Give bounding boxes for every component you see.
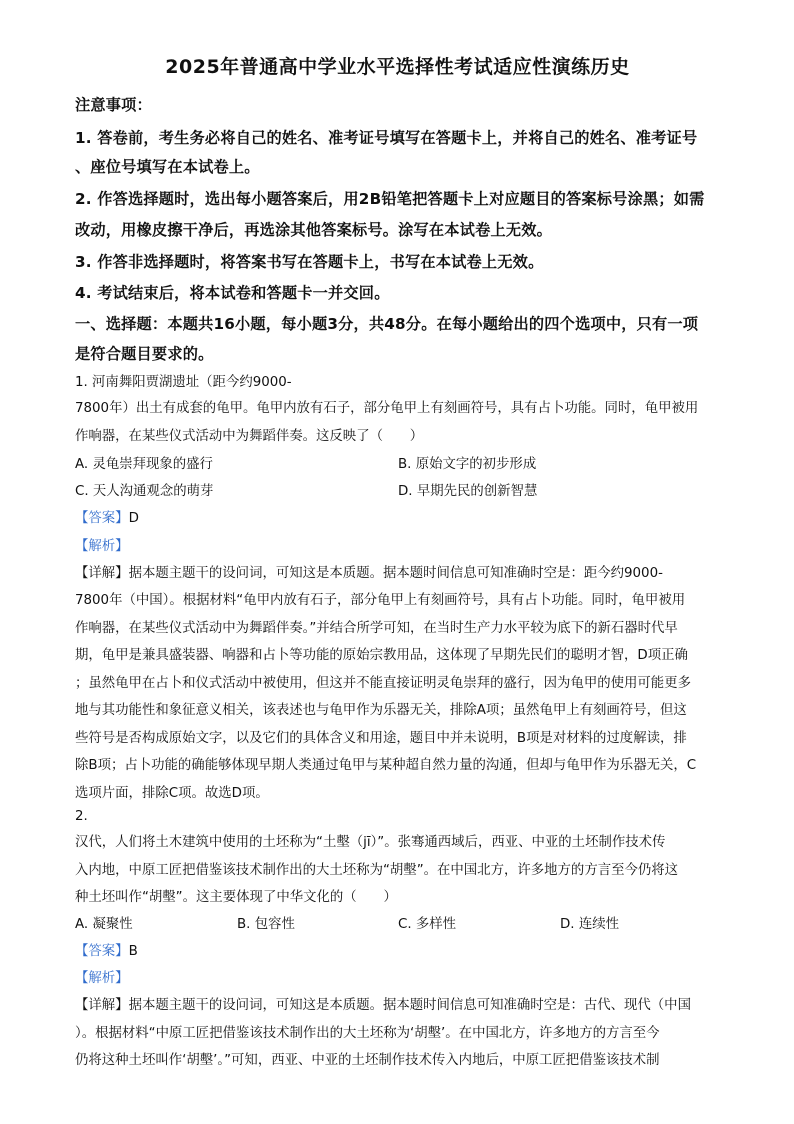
q2-answer bbox=[75, 941, 138, 963]
notice-line: 1. 答卷前，考生务必将自己的姓名、准考证号填写在答题卡上，并将自己的姓名、准考证号 bbox=[75, 129, 698, 147]
q2-detail-line: ）。根据材料“中原工匠把借鉴该技术制作出的大土坯称为‘胡墼’。在中国北方，许多地方的方言至今 bbox=[75, 1026, 660, 1041]
q1-detail-line: 选项片面，排除C项。故选D项。 bbox=[75, 786, 269, 801]
q1-option-a: A. 灵龟崇拜现象的盛行 bbox=[75, 457, 213, 472]
notice-line: 、座位号填写在本试卷上。 bbox=[75, 158, 260, 176]
notice-line: 改动，用橡皮擦干净后，再选涂其他答案标号。涂写在本试卷上无效。 bbox=[75, 221, 553, 239]
q1-option-b: B. 原始文字的初步形成 bbox=[398, 457, 537, 472]
q2-stem-line: 入内地，中原工匠把借鉴该技术制作出的大土坯称为“胡墼”。在中国北方，许多地方的方言至今仍将这 bbox=[75, 863, 679, 878]
q2-option-c: C. 多样性 bbox=[398, 917, 457, 932]
answer-value: B bbox=[128, 944, 138, 959]
notice-line: 4. 考试结束后，将本试卷和答题卡一并交回。 bbox=[75, 284, 390, 302]
q1-stem-line: 作响器，在某些仪式活动中为舞蹈伴奏。这反映了（ ） bbox=[75, 429, 424, 444]
q1-analysis-label: 【解析】 bbox=[75, 539, 129, 554]
q1-stem-line: 1. 河南舞阳贾湖遗址（距今约9000- bbox=[75, 375, 292, 390]
q1-option-c: C. 天人沟通观念的萌芽 bbox=[75, 484, 214, 499]
q2-detail-line: 仍将这种土坯叫作‘胡墼’。”可知，西亚、中亚的土坯制作技术传入内地后，中原工匠把借鉴该技术制 bbox=[75, 1053, 660, 1068]
q1-option-d: D. 早期先民的创新智慧 bbox=[398, 484, 538, 499]
q2-detail-line: 【详解】据本题主题干的设问词，可知这是本质题。据本题时间信息可知准确时空是：古代、现代（中国 bbox=[75, 998, 691, 1013]
q1-stem-line: 7800年）出土有成套的龟甲。龟甲内放有石子，部分龟甲上有刻画符号，具有占卜功能。同时，龟甲被用 bbox=[75, 401, 699, 416]
q2-option-b: B. 包容性 bbox=[237, 917, 295, 932]
section-heading: 是符合题目要求的。 bbox=[75, 345, 214, 363]
notice-heading: 注意事项： bbox=[75, 96, 152, 114]
q2-stem-line: 种土坯叫作“胡墼”。这主要体现了中华文化的（ ） bbox=[75, 890, 397, 905]
q1-detail-line: 7800年（中国）。根据材料“龟甲内放有石子，部分龟甲上有刻画符号，具有占卜功能。同时，龟甲被用 bbox=[75, 593, 686, 608]
q2-option-d: D. 连续性 bbox=[560, 917, 619, 932]
page-title: 2025年普通高中学业水平选择性考试适应性演练历史 bbox=[165, 56, 630, 78]
q1-detail-line: 期，龟甲是兼具盛装器、响器和占卜等功能的原始宗教用品，这体现了早期先民们的聪明才智，D项正确 bbox=[75, 648, 688, 663]
q2-stem-line: 汉代，人们将土木建筑中使用的土坯称为“土墼（jī）”。张骞通西域后，西亚、中亚的土坯制作技术传 bbox=[75, 835, 666, 850]
answer-label: 【答案】 bbox=[75, 511, 129, 526]
q2-analysis-label: 【解析】 bbox=[75, 971, 129, 986]
q1-detail-line: 除B项；占卜功能的确能够体现早期人类通过龟甲与某种超自然力量的沟通，但却与龟甲作为乐器无关，C bbox=[75, 758, 697, 773]
q1-detail-line: 些符号是否构成原始文字，以及它们的具体含义和用途，题目中并未说明，B项是对材料的过度解读，排 bbox=[75, 731, 687, 746]
q1-detail-line: 地与其功能性和象征意义相关，该表述也与龟甲作为乐器无关，排除A项；虽然龟甲上有刻画符号，但这 bbox=[75, 703, 687, 718]
detail-label: 【详解】 bbox=[75, 998, 129, 1013]
q1-answer bbox=[75, 508, 139, 530]
q1-detail-line: ；虽然龟甲在占卜和仪式活动中被使用，但这并不能直接证明灵龟崇拜的盛行，因为龟甲的使用可能更多 bbox=[75, 676, 691, 691]
q2-option-a: A. 凝聚性 bbox=[75, 917, 133, 932]
q1-detail-line: 【详解】据本题主题干的设问词，可知这是本质题。据本题时间信息可知准确时空是：距今约9000- bbox=[75, 566, 663, 581]
q1-detail-line: 作响器，在某些仪式活动中为舞蹈伴奏。”并结合所学可知，在当时生产力水平较为底下的新石器时代早 bbox=[75, 621, 678, 636]
answer-value: D bbox=[128, 511, 139, 526]
q2-number: 2. bbox=[75, 809, 88, 824]
detail-label: 【详解】 bbox=[75, 566, 129, 581]
notice-line: 3. 作答非选择题时，将答案书写在答题卡上，书写在本试卷上无效。 bbox=[75, 253, 544, 271]
notice-line: 2. 作答选择题时，选出每小题答案后，用2B铅笔把答题卡上对应题目的答案标号涂黑；如需 bbox=[75, 190, 705, 208]
section-heading: 一、选择题：本题共16小题，每小题3分，共48分。在每小题给出的四个选项中，只有一项 bbox=[75, 315, 699, 333]
answer-label: 【答案】 bbox=[75, 944, 129, 959]
